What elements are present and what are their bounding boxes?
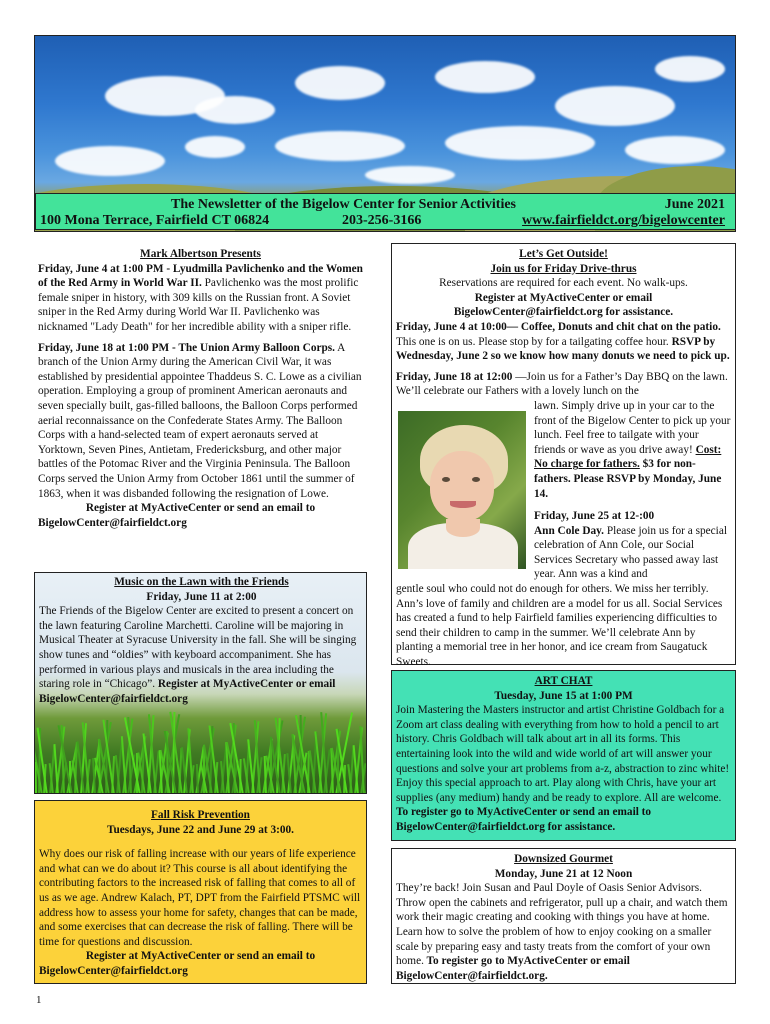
grass-blade bbox=[187, 728, 194, 794]
fall-risk-register-email: BigelowCenter@fairfieldct.org bbox=[39, 964, 188, 977]
music-section bbox=[34, 572, 367, 794]
albertson-lecture-2: Friday, June 18 at 1:00 PM - The Union Army Balloon Corps. A branch of the Union Army during the American Civil War, it was established by presidential appointee Thaddeus S. C. Lowe as a civilian operation. Employing a group of prominent American aeronauts and seven specially built, gas-filled balloons, the Balloon Corps performed aerial reconnaissance on the Confederate States Army. The Balloon Corps with a hand-selected team of expert aeronauts served at Yorktown, Seven Pines, Antietam, Fredericksburg, and other major battles of the Potomac River and the Virginia Peninsula. The Balloon Corps served the Union Army from October 1861 until the summer of 1863, when it was disbanded following the resignation of Lowe. bbox=[38, 341, 362, 500]
art-chat-title: ART CHAT bbox=[534, 675, 593, 687]
outside-june25-details: gentle soul who could not do enough for others. We miss her terribly. Ann’s love of family and children are a model for us all. Social Services has created a fund to help Fairfield families experiencing difficulties to send their children to camp in the summer. We’ll celebrate Ann by planting a memorial tree in her honor, and ice cream from Saugatuck Sweets. bbox=[396, 583, 723, 669]
newsletter-date: June 2021 bbox=[664, 197, 725, 212]
art-chat-date: Tuesday, June 15 at 1:00 PM bbox=[494, 689, 633, 702]
outside-june4-event: Friday, June 4 at 10:00— Coffee, Donuts and chit chat on the patio. This one is on us. Please stop by for a tailgating coffee hour. RSVP by Wednesday, June 2 so we know how many donuts we need to pick up. bbox=[396, 320, 730, 363]
outside-subtitle: Join us for Friday Drive-thrus bbox=[490, 262, 637, 275]
fall-risk-date: Tuesdays, June 22 and June 29 at 3:00. bbox=[107, 823, 294, 836]
grass-blade bbox=[365, 745, 367, 794]
music-date: Friday, June 11 at 2:00 bbox=[146, 590, 257, 603]
art-chat-section bbox=[391, 670, 736, 841]
newsletter-header bbox=[35, 193, 736, 230]
gourmet-date: Monday, June 21 at 12 Noon bbox=[494, 867, 633, 880]
center-address: 100 Mona Terrace, Fairfield CT 06824 bbox=[40, 213, 270, 228]
music-title: Music on the Lawn with the Friends bbox=[114, 576, 289, 588]
gourmet-section bbox=[391, 848, 736, 984]
grass-image bbox=[35, 703, 367, 794]
grass-blade bbox=[359, 726, 365, 794]
albertson-register-email: BigelowCenter@fairfieldct.org bbox=[38, 516, 187, 529]
newsletter-title: The Newsletter of the Bigelow Center for Senior Activities bbox=[171, 197, 517, 212]
center-website-link[interactable]: www.fairfieldct.org/bigelowcenter bbox=[522, 213, 725, 228]
outside-title: Let’s Get Outside! bbox=[519, 248, 608, 260]
outside-register-email: BigelowCenter@fairfieldct.org for assistance. bbox=[453, 306, 674, 319]
albertson-section bbox=[34, 245, 367, 567]
outside-june18-event-intro: Friday, June 18 at 12:00 —Join us for a Father’s Day BBQ on the lawn. We’ll celebrate our Fathers with a lovely lunch on the bbox=[396, 370, 728, 398]
outside-june25-intro: Ann Cole Day. Please join us for a special celebration of Ann Cole, our Social Services Secretary who passed away last year. Ann was a kind and bbox=[534, 524, 727, 581]
music-description: The Friends of the Bigelow Center are excited to present a concert on the lawn featuring Caroline Marchetti. Caroline will be majoring in Musical Theater at Syracuse University in the fall. She will be singing show tunes and “oldies” with keyboard accompaniment. She has performed in various plays and musicals in the area including the staring role in “Chicago”. Register at MyActiveCenter or email BigelowCenter@fairfieldct.org bbox=[39, 605, 357, 705]
outside-reservations: Reservations are required for each event. No walk-ups. bbox=[439, 277, 688, 290]
outside-june25-date: Friday, June 25 at 12-:00 bbox=[534, 510, 655, 523]
fall-risk-section bbox=[34, 800, 367, 984]
fall-risk-register-line: Register at MyActiveCenter or send an email to bbox=[85, 950, 316, 963]
ann-cole-photo bbox=[398, 411, 526, 569]
outside-june18-details: lawn. Simply drive up in your car to the front of the Bigelow Center to pick up your lunch. Feel free to tailgate with your friends or wave as you drive away! Cost: No charge for fathers. $3 for non-fathers. Please RSVP by Monday, June 14. Friday, June 25 at 12-:00 Ann Cole Day. Please join us for a special celebration of Ann Cole, our Social Services Secretary who passed away last year. Ann was a kind and bbox=[534, 399, 731, 581]
outside-register-line: Register at MyActiveCenter or email bbox=[474, 291, 653, 304]
art-chat-register: To register go to MyActiveCenter or send an email to BigelowCenter@fairfieldct.org for assistance. bbox=[396, 806, 652, 833]
albertson-register-line: Register at MyActiveCenter or send an email to bbox=[85, 502, 316, 515]
gourmet-title: Downsized Gourmet bbox=[514, 853, 613, 865]
fall-risk-title: Fall Risk Prevention bbox=[151, 809, 250, 821]
page-number: 1 bbox=[36, 994, 42, 1006]
music-content bbox=[35, 573, 367, 708]
gourmet-description: They’re back! Join Susan and Paul Doyle of Oasis Senior Advisors. Throw open the cabinets and refrigerator, pull up a chair, and watch them work their magic creating and cooking with things you have at home. Learn how to solve the problem of how to enjoy cooking on a smaller scale by preparing easy and tasty treats from the comfort of your own home. To register go to MyActiveCenter or email BigelowCenter@fairfieldct.org. bbox=[396, 882, 728, 982]
center-phone: 203-256-3166 bbox=[342, 213, 422, 228]
fall-risk-description: Why does our risk of falling increase with our years of life experience and what can we do about it? This course is all about identifying the contributing factors to the increased risk of falling that comes to all of us as we age. Andrew Kalach, PT, DPT from the Fairfield PTSMC will address how to assess your home for safety, changes that can be made, and some exercises that can decrease the risk of falling. There will be time for questions and discussion. bbox=[39, 848, 361, 948]
albertson-title: Mark Albertson Presents bbox=[140, 248, 261, 260]
albertson-lecture-1: Friday, June 4 at 1:00 PM - Lyudmilla Pavlichenko and the Women of the Red Army in World War II. Pavlichenko was the most prolific female sniper in history, with 309 kills on the Russian front. A Soviet sniper in the Red Army during World War II. Pavlichenko was nicknamed "Lady Death" for her incredible ability with a sniper rifle. bbox=[38, 262, 363, 333]
art-chat-description: Join Mastering the Masters instructor and artist Christine Goldbach for a Zoom art class dealing with everything from how to hold a pencil to art history. Chris Goldbach will talk about art in all its forms. This entertaining look into the wild and wide world of art will answer your questions and solve your art problems from a-z, abstraction to zinc white! Enjoy this special approach to art. Play along with Chris, have your art supplies (any medium) handy and be ready to explore. All are welcome. bbox=[396, 704, 730, 804]
